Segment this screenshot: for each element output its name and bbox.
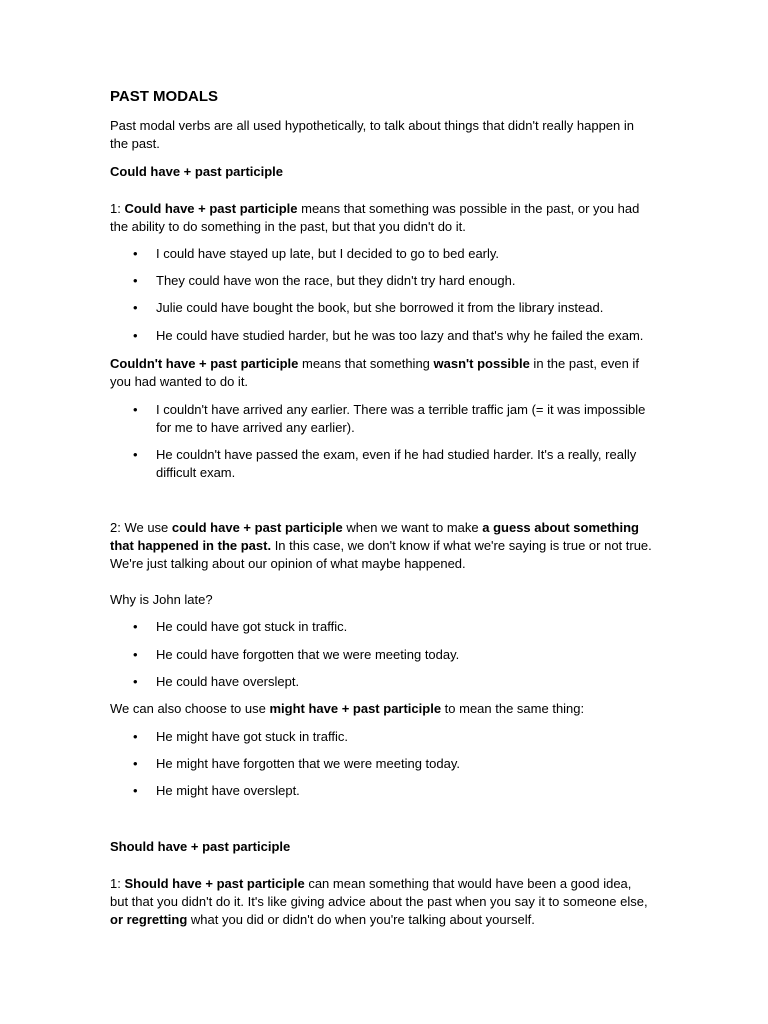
- list-item: [133, 728, 348, 746]
- list-item: [133, 673, 300, 691]
- might-term: might have + past participle: [269, 701, 442, 716]
- should-text: can mean something that would have been a good idea,: [304, 876, 632, 891]
- section2-emphasis: a guess about something: [482, 520, 639, 535]
- list-item-text: Julie could have bought the book, but she borrowed it from the library instead.: [156, 300, 604, 315]
- section2-emphasis-cont: that happened in the past.: [110, 538, 272, 553]
- bullet-icon: •: [133, 756, 138, 771]
- list-item-text: He might have overslept.: [156, 783, 300, 798]
- should-emphasis: or regretting: [110, 912, 188, 927]
- list-item: [133, 299, 604, 317]
- heading-should-have: Should have + past participle: [110, 839, 291, 854]
- couldnt-line-1: [110, 355, 639, 373]
- section2-text: 2: We use: [110, 520, 172, 535]
- section2-text-rest: In this case, we don't know if what we're saying is true or not true.: [271, 538, 652, 553]
- list-item-text: He could have got stuck in traffic.: [156, 619, 348, 634]
- list-item-text: He couldn't have passed the exam, even if he had studied harder. It's a really, really: [156, 447, 637, 462]
- section2-term: could have + past participle: [171, 520, 343, 535]
- section1-line-2: the ability to do something in the past, but that you didn't do it.: [110, 219, 466, 234]
- intro-line-2: the past.: [110, 136, 160, 151]
- section2-text-mid: when we want to make: [342, 520, 483, 535]
- list-item-text: He could have studied harder, but he was too lazy and that's why he failed the exam.: [156, 328, 644, 343]
- bullet-icon: •: [133, 619, 138, 634]
- bullet-icon: •: [133, 783, 138, 798]
- list-item-text: They could have won the race, but they didn't try hard enough.: [156, 273, 516, 288]
- list-item: [133, 272, 516, 290]
- section1-line-1: [110, 200, 639, 218]
- bullet-icon: •: [133, 328, 138, 343]
- bullet-icon: •: [133, 674, 138, 689]
- page-title: PAST MODALS: [110, 88, 219, 105]
- list-item: [133, 327, 644, 345]
- list-item: [133, 755, 460, 773]
- might-text: We can also choose to use: [110, 701, 270, 716]
- should-term: Should have + past participle: [124, 876, 305, 891]
- section2-line-1: [110, 519, 639, 537]
- bullet-icon: •: [133, 647, 138, 662]
- bullet-icon: •: [133, 402, 138, 417]
- list-item-text: He might have got stuck in traffic.: [156, 729, 348, 744]
- should-number: 1:: [110, 876, 125, 891]
- list-item-continuation: difficult exam.: [156, 465, 236, 480]
- list-item: [133, 646, 460, 664]
- bullet-icon: •: [133, 273, 138, 288]
- list-item: [133, 782, 300, 800]
- couldnt-line-2: you had wanted to do it.: [110, 374, 249, 389]
- should-line-2: but that you didn't do it. It's like giving advice about the past when you say it to someone else,: [110, 894, 648, 909]
- couldnt-text-end: in the past, even if: [529, 356, 639, 371]
- list-item: [133, 618, 348, 636]
- example-question: Why is John late?: [110, 592, 213, 607]
- couldnt-text: means that something: [298, 356, 434, 371]
- list-item-text: He could have overslept.: [156, 674, 300, 689]
- section1-term: Could have + past participle: [124, 201, 298, 216]
- couldnt-emphasis: wasn't possible: [433, 356, 530, 371]
- list-item-continuation: for me to have arrived any earlier).: [156, 420, 355, 435]
- section1-text: means that something was possible in the past, or you had: [297, 201, 640, 216]
- list-item: [133, 245, 500, 263]
- bullet-icon: •: [133, 246, 138, 261]
- couldnt-term: Couldn't have + past participle: [110, 356, 299, 371]
- bullet-icon: •: [133, 729, 138, 744]
- section2-line-2: [110, 537, 652, 555]
- list-item: [133, 446, 637, 464]
- should-line-3: [110, 911, 535, 929]
- heading-could-have: Could have + past participle: [110, 164, 284, 179]
- section2-line-3: We're just talking about our opinion of what maybe happened.: [110, 556, 466, 571]
- list-item-text: I could have stayed up late, but I decided to go to bed early.: [156, 246, 500, 261]
- list-item-text: He could have forgotten that we were meeting today.: [156, 647, 460, 662]
- list-item: [133, 401, 646, 419]
- might-have-line: [110, 700, 584, 718]
- list-item-text: I couldn't have arrived any earlier. There was a terrible traffic jam (= it was impossible: [156, 402, 646, 417]
- bullet-icon: •: [133, 300, 138, 315]
- should-line-1: [110, 875, 631, 893]
- might-text-end: to mean the same thing:: [441, 701, 585, 716]
- list-item-text: He might have forgotten that we were meeting today.: [156, 756, 460, 771]
- bullet-icon: •: [133, 447, 138, 462]
- section1-number: 1:: [110, 201, 125, 216]
- should-text-end: what you did or didn't do when you're talking about yourself.: [187, 912, 535, 927]
- intro-line-1: Past modal verbs are all used hypothetically, to talk about things that didn't really happen in: [110, 118, 634, 133]
